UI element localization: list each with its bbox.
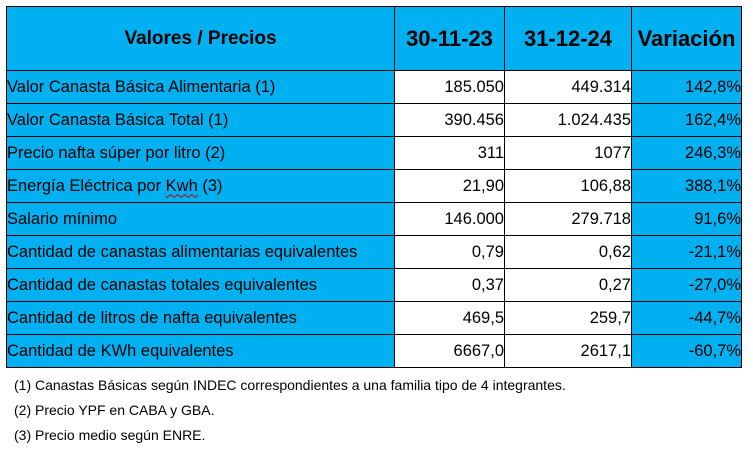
row-label: Cantidad de canastas totales equivalentes [7, 269, 395, 302]
table-row [7, 269, 742, 302]
prices-table [6, 6, 742, 368]
row-label: Salario mínimo [7, 203, 395, 236]
value-2024: 106,88 [505, 170, 632, 203]
value-2023: 21,90 [395, 170, 505, 203]
value-2024: 0,27 [505, 269, 632, 302]
variation-value: 162,4% [632, 104, 742, 137]
row-label-post: (3) [197, 176, 223, 195]
value-2023: 185.050 [395, 71, 505, 104]
table-row [7, 203, 742, 236]
row-label-pre: Energía Eléctrica por [7, 176, 166, 195]
table-row [7, 236, 742, 269]
row-label: Valor Canasta Básica Alimentaria (1) [7, 71, 395, 104]
value-2024: 279.718 [505, 203, 632, 236]
variation-value: 388,1% [632, 170, 742, 203]
value-2023: 0,37 [395, 269, 505, 302]
variation-value: 246,3% [632, 137, 742, 170]
value-2023: 146.000 [395, 203, 505, 236]
value-2024: 1077 [505, 137, 632, 170]
variation-value: -44,7% [632, 302, 742, 335]
row-label [7, 170, 395, 203]
header-date-2023: 30-11-23 [395, 7, 505, 71]
row-label-kwh: Kwh [165, 176, 198, 195]
row-label: Precio nafta súper por litro (2) [7, 137, 395, 170]
footnote-2: (2) Precio YPF en CABA y GBA. [14, 402, 215, 418]
table-row [7, 170, 742, 203]
row-label: Cantidad de litros de nafta equivalentes [7, 302, 395, 335]
value-2024: 0,62 [505, 236, 632, 269]
table-row [7, 335, 742, 368]
variation-value: -60,7% [632, 335, 742, 368]
table-header-row [7, 7, 742, 71]
footnote-1: (1) Canastas Básicas según INDEC correspondientes a una familia tipo de 4 integrantes. [14, 377, 566, 393]
footnotes [14, 375, 566, 450]
value-2024: 449.314 [505, 71, 632, 104]
value-2023: 390.456 [395, 104, 505, 137]
value-2024: 2617,1 [505, 335, 632, 368]
header-date-2024: 31-12-24 [505, 7, 632, 71]
value-2023: 6667,0 [395, 335, 505, 368]
header-variacion: Variación [632, 7, 742, 71]
table-row [7, 71, 742, 104]
table-row [7, 104, 742, 137]
value-2024: 259,7 [505, 302, 632, 335]
variation-value: 91,6% [632, 203, 742, 236]
variation-value: -21,1% [632, 236, 742, 269]
row-label: Cantidad de KWh equivalentes [7, 335, 395, 368]
value-2023: 311 [395, 137, 505, 170]
value-2023: 469,5 [395, 302, 505, 335]
header-valores-precios: Valores / Precios [7, 7, 395, 71]
table-row [7, 302, 742, 335]
table-row [7, 137, 742, 170]
row-label: Cantidad de canastas alimentarias equivalentes [7, 236, 395, 269]
value-2024: 1.024.435 [505, 104, 632, 137]
footnote-3: (3) Precio medio según ENRE. [14, 427, 206, 443]
value-2023: 0,79 [395, 236, 505, 269]
data-table-container [6, 6, 742, 368]
row-label: Valor Canasta Básica Total (1) [7, 104, 395, 137]
variation-value: 142,8% [632, 71, 742, 104]
variation-value: -27,0% [632, 269, 742, 302]
